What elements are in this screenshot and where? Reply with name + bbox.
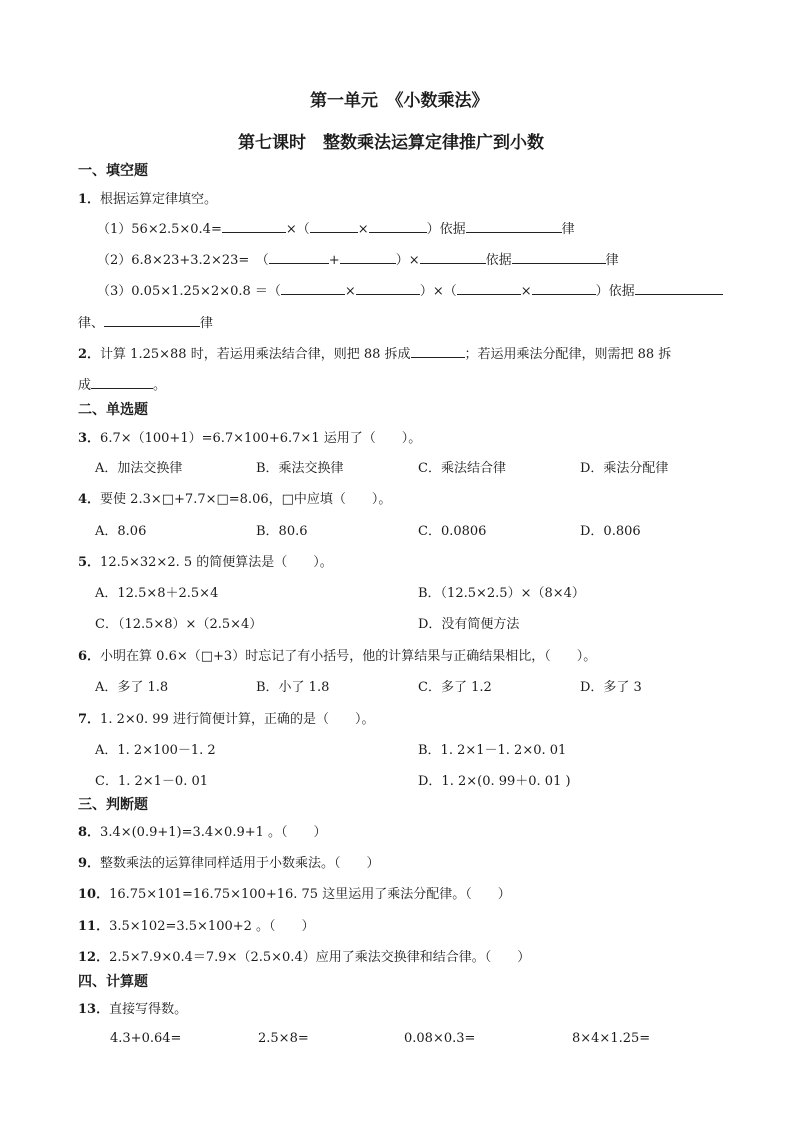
text-segment: ×（ (285, 222, 310, 237)
question-1-stem (78, 188, 217, 207)
option-b[interactable]: B．80.6 (256, 524, 308, 539)
question-text: 整数乘法的运算律同样适用于小数乘法。（ ） (100, 856, 380, 871)
question-text: 3.5×102=3.5×100+2 。（ ） (109, 919, 315, 934)
question-9 (78, 852, 380, 871)
question-3 (78, 427, 421, 446)
option-a[interactable]: A．12.5×8＋2.5×4 (95, 586, 219, 601)
question-number: 7． (78, 712, 101, 727)
option-d[interactable]: D．乘法分配律 (580, 461, 669, 476)
question-text: 2.5×7.9×0.4＝7.9×（2.5×0.4）应用了乘法交换律和结合律。（ ） (109, 950, 531, 965)
option-d[interactable]: D．1. 2×(0. 99＋0. 01 ) (418, 774, 571, 789)
text-segment: × (520, 284, 532, 299)
option-a[interactable]: A．1. 2×100－1. 2 (95, 743, 216, 758)
answer-blank[interactable] (420, 250, 486, 264)
text-segment: 成 (78, 378, 92, 393)
text-segment: ）依据 (595, 284, 635, 299)
answer-blank[interactable] (310, 219, 358, 233)
question-text: 根据运算定律填空。 (100, 192, 218, 207)
question-number: 11． (78, 919, 110, 934)
calc-item: 0.08×0.3= (404, 1031, 476, 1046)
option-c[interactable]: C．1. 2×1－0. 01 (95, 774, 208, 789)
section-heading-fill-blank: 一、填空题 (78, 163, 148, 179)
answer-blank[interactable] (356, 281, 420, 295)
question-number: 4． (78, 492, 101, 507)
option-a[interactable]: A．8.06 (95, 524, 147, 539)
answer-blank[interactable] (269, 250, 329, 264)
option-b[interactable]: B．1. 2×1－1. 2×0. 01 (418, 743, 567, 758)
answer-blank[interactable] (104, 313, 200, 327)
option-c[interactable]: C．0.0806 (418, 524, 487, 539)
question-1-part-1 (97, 218, 575, 237)
lesson-title: 第七课时 整数乘法运算定律推广到小数 (238, 133, 544, 153)
question-1-part-3 (97, 280, 723, 299)
text-segment: 律、 (78, 316, 105, 331)
question-number: 3． (78, 431, 101, 446)
text-segment: 。 (153, 378, 167, 393)
question-11 (78, 915, 315, 934)
answer-blank[interactable] (340, 250, 396, 264)
text-segment: 律 (561, 222, 575, 237)
question-12 (78, 946, 530, 965)
question-number: 2． (78, 347, 101, 362)
question-8 (78, 821, 327, 840)
question-number: 13． (78, 1002, 110, 1017)
question-number: 10． (78, 887, 110, 902)
question-2-cont (78, 374, 166, 393)
answer-blank[interactable] (532, 281, 596, 295)
question-text: 要使 2.3×□+7.7×□=8.06，□中应填（ ）。 (100, 492, 392, 507)
text-segment: （3）0.05×1.25×2×0.8 ＝（ (97, 284, 281, 299)
answer-blank[interactable] (457, 281, 521, 295)
question-4 (78, 488, 391, 507)
answer-blank[interactable] (466, 219, 562, 233)
text-segment: （1）56×2.5×0.4= (97, 222, 222, 237)
question-number: 5． (78, 555, 101, 570)
text-segment: × (357, 222, 369, 237)
text-segment: 律 (605, 253, 619, 268)
text-segment: ）×（ (419, 284, 457, 299)
question-text: 12.5×32×2. 5 的简便算法是（ ）。 (100, 555, 333, 570)
question-number: 9． (78, 856, 101, 871)
text-segment: ）× (395, 253, 420, 268)
answer-blank[interactable] (512, 250, 606, 264)
option-b[interactable]: B．小了 1.8 (256, 680, 330, 695)
text-segment: + (328, 253, 340, 268)
question-text: 3.4×(0.9+1)=3.4×0.9+1 。（ ） (100, 825, 327, 840)
question-number: 6． (78, 649, 101, 664)
text-segment: ；若运用乘法分配律，则需把 88 拆 (464, 347, 672, 362)
question-text: 1. 2×0. 99 进行简便计算，正确的是（ ）。 (100, 712, 375, 727)
option-c[interactable]: C．（12.5×8）×（2.5×4） (95, 617, 263, 632)
option-a[interactable]: A．多了 1.8 (95, 680, 169, 695)
question-1-part-3-cont (78, 312, 213, 331)
question-text: 16.75×101=16.75×100+16. 75 这里运用了乘法分配律。（ ） (109, 887, 511, 902)
answer-blank[interactable] (222, 219, 286, 233)
text-segment: × (344, 284, 356, 299)
question-text: 直接写得数。 (109, 1002, 188, 1017)
answer-blank[interactable] (281, 281, 345, 295)
answer-blank[interactable] (411, 344, 465, 358)
question-10 (78, 883, 511, 902)
question-text: 6.7×（100+1）=6.7×100+6.7×1 运用了（ ）。 (100, 431, 422, 446)
option-d[interactable]: D．多了 3 (580, 680, 642, 695)
question-number: 1． (78, 192, 101, 207)
text-segment: ）依据 (426, 222, 466, 237)
option-b[interactable]: B．（12.5×2.5）×（8×4） (418, 586, 585, 601)
answer-blank[interactable] (635, 281, 723, 295)
calc-item: 8×4×1.25= (572, 1031, 651, 1046)
question-number: 8． (78, 825, 101, 840)
answer-blank[interactable] (369, 219, 427, 233)
option-c[interactable]: C．乘法结合律 (418, 461, 506, 476)
section-heading-single-choice: 二、单选题 (78, 402, 148, 418)
section-heading-calculation: 四、计算题 (78, 974, 148, 990)
question-number: 12． (78, 950, 110, 965)
option-b[interactable]: B．乘法交换律 (256, 461, 344, 476)
option-d[interactable]: D．0.806 (580, 524, 641, 539)
question-5 (78, 551, 333, 570)
question-13 (78, 998, 187, 1017)
option-c[interactable]: C．多了 1.2 (418, 680, 492, 695)
question-1-part-2 (97, 249, 619, 268)
calc-item: 4.3+0.64= (110, 1031, 182, 1046)
option-d[interactable]: D．没有简便方法 (418, 617, 520, 632)
calc-item: 2.5×8= (258, 1031, 309, 1046)
question-2 (78, 343, 671, 362)
answer-blank[interactable] (91, 375, 153, 389)
text-segment: （2）6.8×23+3.2×23= （ (97, 253, 269, 268)
section-heading-true-false: 三、判断题 (78, 797, 148, 813)
text-segment: 律 (200, 316, 214, 331)
question-6 (78, 645, 596, 664)
text-segment: 依据 (485, 253, 512, 268)
option-a[interactable]: A．加法交换律 (95, 461, 183, 476)
question-text: 小明在算 0.6×（□+3）时忘记了有小括号，他的计算结果与正确结果相比，（ ）。 (100, 649, 597, 664)
unit-title: 第一单元 《小数乘法》 (310, 91, 489, 111)
question-7 (78, 708, 374, 727)
text-segment: 计算 1.25×88 时，若运用乘法结合律，则把 88 拆成 (100, 347, 411, 362)
